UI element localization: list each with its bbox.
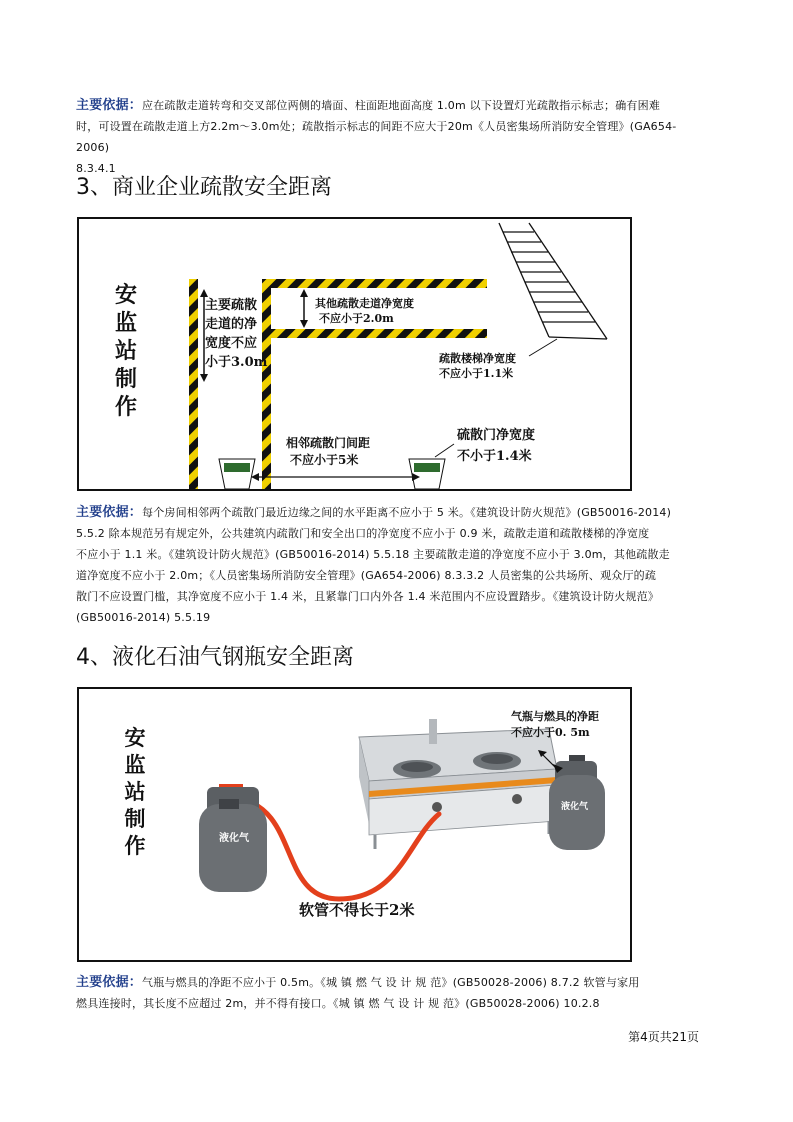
cylinder-right-label: 液化气: [561, 802, 589, 812]
exit-sign-right: [409, 459, 445, 489]
other-corridor-label: 其他疏散走道净宽度 不应小于2.0m: [315, 297, 414, 325]
stair-drawing: [499, 223, 607, 339]
corridor-wall-top: [262, 279, 487, 288]
basis-label: 主要依据：: [76, 505, 143, 520]
door-width-label: 硫散门净宽度 不小于1.4米: [457, 428, 536, 464]
corridor-wall-left: [189, 279, 198, 489]
stair-width-label: 疏散楼梯净宽度 不应小于1.1米: [439, 352, 516, 380]
door-spacing-label: 相邻疏散门间距 不应小于5米: [286, 436, 371, 467]
clearance-label: 气瓶与燃具的净距 不应小于0. 5m: [511, 710, 599, 739]
watermark-vertical-label: 安 监 站 制 作: [124, 725, 146, 858]
lpg-cylinder-diagram: [77, 687, 632, 962]
page-number: 第4页共21页: [628, 1030, 699, 1044]
exit-sign-left: [219, 459, 255, 489]
basis-label: 主要依据：: [76, 98, 143, 113]
cylinder-left-label: 液化气: [219, 833, 249, 844]
section4-heading: 4、液化石油气钢瓶安全距离: [76, 645, 354, 670]
watermark-vertical-label: 安 监 站 制 作: [114, 282, 137, 420]
section3-heading: 3、商业企业疏散安全距离: [76, 175, 332, 200]
section2-basis: [76, 95, 700, 179]
basis-label: 主要依据：: [76, 975, 143, 990]
hose-length-label: 软管不得长于2米: [299, 901, 415, 919]
basis-text: 8.3.4.1: [76, 162, 116, 175]
corridor-wall-middle: [271, 329, 487, 338]
basis-text: 时，可设置在疏散走道上方2.2m～3.0m处；疏散指示标志的间距不应大于20m《人员密集场所消防安全管理》(GA654-2006): [76, 120, 677, 154]
section4-basis: 主要依据：气瓶与燃具的净距不应小于 0.5m。《城 镇 燃 气 设 计 规 范》(GB50028-2006) 8.7.2 软管与家用 燃具连接时，其长度不应超过 2m，并不得有接口。《城 镇 燃 气 设 计 规 范》(GB50028-2006) 10.2.8: [76, 975, 640, 1010]
basis-text: 应在疏散走道转弯和交叉部位两侧的墙面、柱面距地面高度 1.0m 以下设置灯光疏散指示标志；确有困难: [142, 99, 661, 112]
main-corridor-label: 主要疏散 走道的净 宽度不应 小于3.0m: [205, 298, 268, 370]
section3-basis: 主要依据：每个房间相邻两个疏散门最近边缘之间的水平距离不应小于 5 米。《建筑设计防火规范》(GB50016-2014) 5.5.2 除本规范另有规定外，公共建筑内疏散门和安全出口的净宽度不应小于 0.9 米，疏散走道和疏散楼梯的净宽度 不应小于 1.1 米。《建筑设计防火规范》(GB50016-2014) 5.5.18 主要疏散走道的净宽度不应小于 3.0m，其他疏散走 道净宽度不应小于 2.0m；《人员密集场所消防安全管理》(GA654-2006) 8.3.3.2 人员密集的公共场所、观众厅的疏 散门不应设置门槛，其净宽度不应小于 1.4 米，且紧靠门口内外各 1.4 米范围内不应设置踏步。《建筑设计防火规范》 (GB50016-2014) 5.5.19: [76, 505, 672, 624]
evacuation-diagram: [77, 217, 632, 491]
